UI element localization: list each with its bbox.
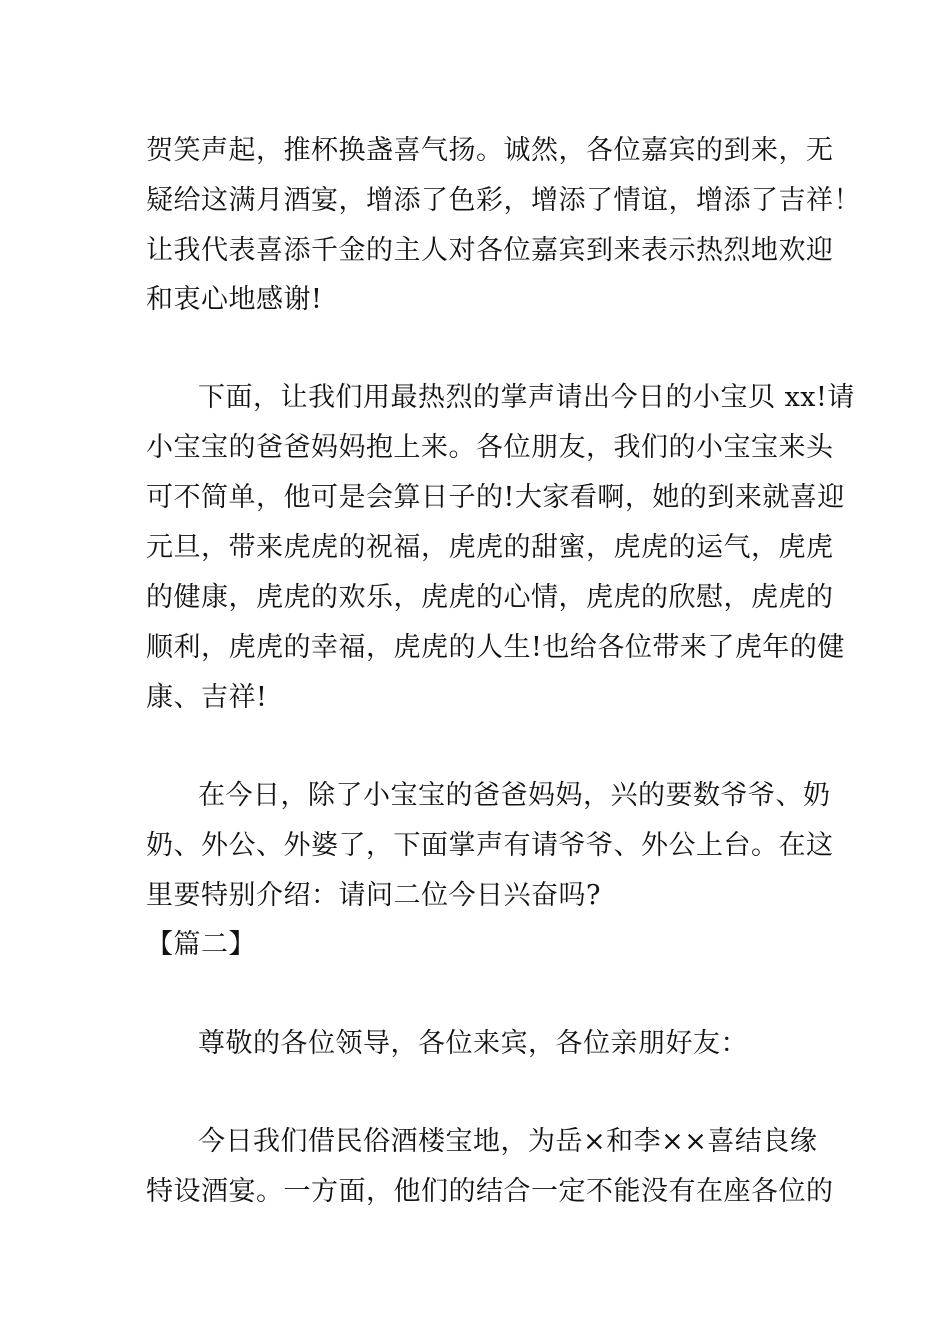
paragraph-2-line-3: 可不简单，他可是会算日子的!大家看啊，她的到来就喜迎 [146, 482, 845, 513]
paragraph-1-line-1: 贺笑声起，推杯换盏喜气扬。诚然，各位嘉宾的到来，无 [146, 135, 834, 166]
paragraph-2-line-6: 顺利，虎虎的幸福，虎虎的人生!也给各位带来了虎年的健 [146, 632, 845, 663]
paragraph-3-line-1: 在今日，除了小宝宝的爸爸妈妈，兴的要数爷爷、奶 [198, 780, 831, 811]
paragraph-3-line-2: 奶、外公、外婆了，下面掌声有请爷爷、外公上台。在这 [146, 830, 834, 861]
paragraph-2-line-4: 元旦，带来虎虎的祝福，虎虎的甜蜜，虎虎的运气，虎虎 [146, 532, 834, 563]
paragraph-1-line-4: 和衷心地感谢! [146, 284, 323, 315]
paragraph-2-line-1: 下面，让我们用最热烈的掌声请出今日的小宝贝 xx!请 [198, 382, 855, 413]
paragraph-2-line-2: 小宝宝的爸爸妈妈抱上来。各位朋友，我们的小宝宝来头 [146, 432, 834, 463]
section-heading: 【篇二】 [146, 929, 256, 960]
paragraph-3-line-3: 里要特别介绍：请问二位今日兴奋吗? [146, 880, 601, 911]
paragraph-2-line-5: 的健康，虎虎的欢乐，虎虎的心情，虎虎的欣慰，虎虎的 [146, 582, 834, 613]
paragraph-1-line-2: 疑给这满月酒宴，增添了色彩，增添了情谊，增添了吉祥！ [146, 185, 861, 216]
paragraph-2-line-7: 康、吉祥! [146, 682, 268, 713]
paragraph-1-line-3: 让我代表喜添千金的主人对各位嘉宾到来表示热烈地欢迎 [146, 235, 834, 266]
paragraph-5-line-2: 特设酒宴。一方面，他们的结合一定不能没有在座各位的 [146, 1176, 834, 1207]
paragraph-5-line-1: 今日我们借民俗酒楼宝地，为岳×和李××喜结良缘 [198, 1126, 818, 1157]
paragraph-4-line-1: 尊敬的各位领导，各位来宾，各位亲朋好友： [198, 1028, 748, 1059]
